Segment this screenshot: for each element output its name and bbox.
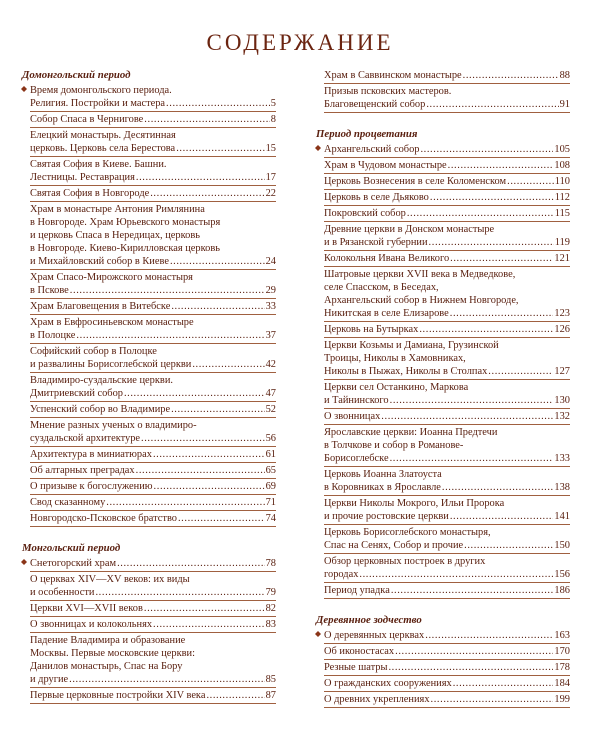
page-number: 156 [554, 569, 570, 580]
entry-title-line: Церковь Иоанна Златоуста [324, 469, 442, 480]
entry-title-line: О звонницах [324, 411, 381, 422]
page-number: 186 [554, 585, 570, 596]
toc-entry[interactable] [324, 525, 570, 554]
page-number: 133 [554, 453, 570, 464]
toc-left-column [22, 68, 276, 704]
page-number: 119 [554, 237, 570, 248]
toc-entry[interactable] [30, 601, 276, 617]
entry-title-line: городах [324, 569, 359, 580]
dot-leader [206, 689, 264, 702]
entry-title-line: Софийский собор в Полоцке [30, 346, 157, 357]
dot-leader [178, 512, 265, 525]
entry-title-line: суздальской архитектуре [30, 433, 141, 444]
entry-title-line: Церковь в селе Дьяково [324, 192, 429, 203]
page-number: 178 [554, 662, 570, 673]
page-number: 115 [554, 208, 570, 219]
entry-title-line: Религия. Постройки и мастера [30, 98, 166, 109]
entry-title-line: и в Рязанской губернии [324, 237, 428, 248]
toc-entry[interactable] [30, 447, 276, 463]
page-number: 126 [554, 324, 570, 335]
dot-leader [450, 510, 554, 523]
page-number: 52 [265, 404, 276, 415]
page-number: 8 [270, 114, 276, 125]
dot-leader [450, 307, 554, 320]
dot-leader [464, 539, 553, 552]
section-heading: Домонгольский период [22, 69, 131, 81]
entry-title-line: Церкви сел Останкино, Маркова [324, 382, 469, 393]
page-number: 78 [265, 558, 276, 569]
entry-title-line: Дмитриевский собор [30, 388, 123, 399]
page-number: 17 [265, 172, 276, 183]
entry-title-line: Храм в Евфросиньевском монастыре [30, 317, 194, 328]
dot-leader [95, 586, 264, 599]
toc-entry[interactable] [324, 142, 570, 158]
page-number: 121 [554, 253, 570, 264]
entry-title-line: и другие [30, 674, 69, 685]
entry-title-line: Благовещенский собор [324, 99, 426, 110]
toc-entry[interactable] [324, 338, 570, 380]
page-number: 37 [265, 330, 276, 341]
dot-leader [407, 207, 554, 220]
entry-title-line: Архитектура в миниатюрах [30, 449, 152, 460]
page-number: 163 [554, 630, 570, 641]
toc-entry[interactable] [324, 496, 570, 525]
dot-leader [70, 284, 265, 297]
page-number: 85 [265, 674, 276, 685]
dot-leader [144, 602, 265, 615]
entry-title-line: Владимиро-суздальские церкви. [30, 375, 173, 386]
dot-leader [176, 142, 264, 155]
dot-leader [69, 673, 264, 686]
entry-title-line: Елецкий монастырь. Десятинная [30, 130, 176, 141]
page-title: СОДЕРЖАНИЕ [206, 30, 394, 55]
entry-title-line: Церкви Николы Мокрого, Ильи Пророка [324, 498, 505, 509]
toc-entry[interactable] [30, 511, 276, 527]
toc-entry[interactable] [324, 68, 570, 84]
toc-entry[interactable] [324, 554, 570, 583]
entry-title-line: церковь. Церковь села Берестова [30, 143, 176, 154]
entry-title-line: О деревянных церквах [324, 630, 425, 641]
entry-title-line: О звонницах и колокольнях [30, 619, 153, 630]
dot-leader [507, 175, 554, 188]
entry-title-line: Резные шатры [324, 662, 388, 673]
page-number: 22 [265, 188, 276, 199]
entry-title-line: Храм Благовещения в Витебске [30, 301, 171, 312]
entry-title-line: и развалины Борисоглебской церкви [30, 359, 192, 370]
page-number: 87 [265, 690, 276, 701]
toc-entry[interactable] [30, 128, 276, 157]
dot-leader [453, 677, 554, 690]
section-heading: Монгольский период [22, 542, 121, 554]
page-number: 65 [265, 465, 276, 476]
toc-entry[interactable] [324, 583, 570, 599]
page-number: 82 [265, 603, 276, 614]
toc-entry[interactable] [30, 202, 276, 270]
toc-entry[interactable] [30, 633, 276, 688]
page-number: 141 [554, 511, 570, 522]
page-number: 24 [265, 256, 276, 267]
toc-entry[interactable] [30, 617, 276, 633]
toc-entry[interactable] [30, 83, 276, 112]
dot-leader [136, 464, 265, 477]
dot-leader [171, 403, 265, 416]
entry-title-line: Успенский собор во Владимире [30, 404, 171, 415]
toc-entry[interactable] [324, 190, 570, 206]
entry-title-line: О гражданских сооружениях [324, 678, 452, 689]
entry-title-line: Святая София в Киеве. Башни. [30, 159, 167, 170]
toc-entry[interactable] [30, 495, 276, 511]
page-number: 170 [554, 646, 570, 657]
dot-leader [390, 394, 554, 407]
toc-entry[interactable] [324, 322, 570, 338]
entry-title-line: О церквах XIV—XV веков: их виды [30, 574, 190, 585]
entry-title-line: в Толчкове и собор в Романове- [324, 440, 464, 451]
toc-entry[interactable] [30, 556, 276, 572]
entry-title-line: Время домонгольского периода. [30, 85, 172, 96]
entry-title-line: в Пскове [30, 285, 69, 296]
dot-leader [192, 358, 264, 371]
dot-leader [124, 387, 265, 400]
dot-leader [106, 496, 264, 509]
page-number: 5 [270, 98, 276, 109]
entry-title-line: Никитская в селе Елизарове [324, 308, 449, 319]
entry-title-line: Данилов монастырь, Спас на Бору [30, 661, 183, 672]
entry-title-line: Древние церкви в Донском монастыре [324, 224, 495, 235]
entry-title-line: Лестницы. Реставрация [30, 172, 135, 183]
page-number: 83 [265, 619, 276, 630]
dot-leader [430, 191, 554, 204]
page-number: 47 [265, 388, 276, 399]
toc-entry[interactable] [324, 676, 570, 692]
entry-title-line: Храм в монастыре Антония Римлянина [30, 204, 205, 215]
page-number: 150 [554, 540, 570, 551]
page-number: 123 [554, 308, 570, 319]
entry-title-line: Покровский собор [324, 208, 406, 219]
dot-leader [388, 661, 553, 674]
toc-entry[interactable] [324, 206, 570, 222]
entry-title-line: Архангельский собор [324, 144, 420, 155]
page-number: 184 [554, 678, 570, 689]
entry-title-line: и особенности [30, 587, 95, 598]
entry-title-line: Новгородско-Псковское братство [30, 513, 177, 524]
toc-entry[interactable] [30, 418, 276, 447]
page-number: 108 [554, 160, 570, 171]
entry-title-line: Москвы. Первые московские церкви: [30, 648, 195, 659]
page-number: 110 [554, 176, 570, 187]
toc-entry[interactable] [30, 402, 276, 418]
toc-entry[interactable] [30, 186, 276, 202]
toc-entry[interactable] [324, 380, 570, 409]
toc-entry[interactable] [30, 157, 276, 186]
toc-entry[interactable] [30, 270, 276, 299]
ornament-icon [21, 86, 27, 92]
dot-leader [420, 143, 553, 156]
entry-title-line: Свод сказанному [30, 497, 106, 508]
dot-leader [442, 481, 554, 494]
page-number: 127 [554, 366, 570, 377]
dot-leader [450, 252, 553, 265]
entry-title-line: селе Спасском, в Беседах, [324, 282, 439, 293]
toc-entry[interactable] [324, 660, 570, 676]
entry-title-line: Обзор церковных построек в других [324, 556, 486, 567]
dot-leader [154, 480, 265, 493]
page-number: 56 [265, 433, 276, 444]
section-heading: Деревянное зодчество [316, 614, 422, 626]
dot-leader [426, 98, 558, 111]
entry-title-line: Мнение разных ученых о владимиро- [30, 420, 197, 431]
toc-entry[interactable] [30, 479, 276, 495]
toc-entry[interactable] [324, 251, 570, 267]
toc-right-column [316, 68, 570, 708]
toc-entry[interactable] [30, 572, 276, 601]
entry-title-line: Колокольня Ивана Великого [324, 253, 450, 264]
dot-leader [391, 584, 554, 597]
toc-entry[interactable] [30, 344, 276, 373]
dot-leader [171, 300, 264, 313]
entry-title-line: Николы в Пыжах, Николы в Столпах [324, 366, 488, 377]
page-number: 15 [265, 143, 276, 154]
ornament-icon [315, 145, 321, 151]
entry-title-line: Троицы, Николы в Хамовниках, [324, 353, 466, 364]
dot-leader [144, 113, 270, 126]
page-number: 105 [554, 144, 570, 155]
dot-leader [141, 432, 265, 445]
dot-leader [448, 159, 554, 172]
toc-entry[interactable] [324, 267, 570, 322]
toc-entry[interactable] [30, 315, 276, 344]
page-number: 132 [554, 411, 570, 422]
dot-leader [136, 171, 265, 184]
page-number: 29 [265, 285, 276, 296]
page-number: 71 [265, 497, 276, 508]
dot-leader [419, 323, 553, 336]
entry-title-line: Падение Владимира и образование [30, 635, 186, 646]
entry-title-line: Церковь на Бутырках [324, 324, 419, 335]
page-number: 199 [554, 694, 570, 705]
dot-leader [463, 69, 559, 82]
ornament-icon [21, 559, 27, 565]
toc-entry[interactable] [324, 222, 570, 251]
entry-title-line: О древних укреплениях [324, 694, 430, 705]
entry-title-line: Храм в Саввинском монастыре [324, 70, 462, 81]
dot-leader [170, 255, 265, 268]
entry-title-line: Об алтарных преградах [30, 465, 135, 476]
entry-title-line: Архангельский собор в Нижнем Новгороде, [324, 295, 519, 306]
dot-leader [150, 187, 264, 200]
toc-entry[interactable] [324, 174, 570, 190]
page-number: 130 [554, 395, 570, 406]
page-number: 69 [265, 481, 276, 492]
entry-title-line: Церковь Вознесения в селе Коломенском [324, 176, 507, 187]
entry-title-line: Об иконостасах [324, 646, 395, 657]
dot-leader [425, 629, 553, 642]
dot-leader [166, 97, 270, 110]
entry-title-line: О призыве к богослужению [30, 481, 153, 492]
dot-leader [153, 448, 265, 461]
toc-entry[interactable] [30, 299, 276, 315]
page-number: 88 [559, 70, 570, 81]
ornament-icon [315, 631, 321, 637]
dot-leader [381, 410, 553, 423]
entry-title-line: и прочие ростовские церкви [324, 511, 449, 522]
dot-leader [153, 618, 265, 631]
page-number: 138 [554, 482, 570, 493]
entry-title-line: и церковь Спаса в Нередицах, церковь [30, 230, 200, 241]
entry-title-line: и Михайловский собор в Киеве [30, 256, 169, 267]
entry-title-line: Период упадка [324, 585, 390, 596]
entry-title-line: Спас на Сенях, Собор и прочие [324, 540, 464, 551]
page-number: 112 [554, 192, 570, 203]
entry-title-line: Первые церковные постройки XIV века [30, 690, 206, 701]
page-number: 79 [265, 587, 276, 598]
toc-entry[interactable] [30, 112, 276, 128]
toc-entry[interactable] [324, 425, 570, 467]
entry-title-line: Собор Спаса в Чернигове [30, 114, 144, 125]
toc-entry[interactable] [30, 463, 276, 479]
dot-leader [431, 693, 554, 706]
entry-title-line: Церкви Козьмы и Дамиана, Грузинской [324, 340, 499, 351]
toc-entry[interactable] [30, 373, 276, 402]
dot-leader [395, 645, 553, 658]
entry-title-line: Ярославские церкви: Иоанна Предтечи [324, 427, 498, 438]
entry-title-line: Святая София в Новгороде [30, 188, 150, 199]
entry-title-line: в Коровниках в Ярославле [324, 482, 441, 493]
entry-title-line: Шатровые церкви XVII века в Медведкове, [324, 269, 516, 280]
toc-entry[interactable] [324, 84, 570, 113]
toc-entry[interactable] [324, 628, 570, 644]
page-number: 42 [265, 359, 276, 370]
dot-leader [390, 452, 554, 465]
page-number: 74 [265, 513, 276, 524]
entry-title-line: Храм Спасо-Мирожского монастыря [30, 272, 193, 283]
dot-leader [429, 236, 554, 249]
entry-title-line: в Новгороде. Киево-Кирилловская церковь [30, 243, 220, 254]
dot-leader [117, 557, 265, 570]
entry-title-line: в Полоцке [30, 330, 76, 341]
page-number: 91 [559, 99, 570, 110]
toc-entry[interactable] [30, 688, 276, 704]
toc-entry[interactable] [324, 158, 570, 174]
page-number: 33 [265, 301, 276, 312]
entry-title-line: Храм в Чудовом монастыре [324, 160, 447, 171]
dot-leader [488, 365, 553, 378]
page-number: 61 [265, 449, 276, 460]
dot-leader [76, 329, 264, 342]
toc-entry[interactable] [324, 467, 570, 496]
entry-title-line: Призыв псковских мастеров. [324, 86, 452, 97]
entry-title-line: и Тайнинского [324, 395, 389, 406]
entry-title-line: Снетогорский храм [30, 558, 117, 569]
entry-title-line: Церковь Борисоглебского монастыря, [324, 527, 491, 538]
section-heading: Период процветания [316, 128, 418, 140]
dot-leader [359, 568, 553, 581]
entry-title-line: Борисоглебске [324, 453, 389, 464]
toc-entry[interactable] [324, 692, 570, 708]
toc-entry[interactable] [324, 409, 570, 425]
entry-title-line: в Новгороде. Храм Юрьевского монастыря [30, 217, 221, 228]
entry-title-line: Церкви XVI—XVII веков [30, 603, 143, 614]
toc-entry[interactable] [324, 644, 570, 660]
